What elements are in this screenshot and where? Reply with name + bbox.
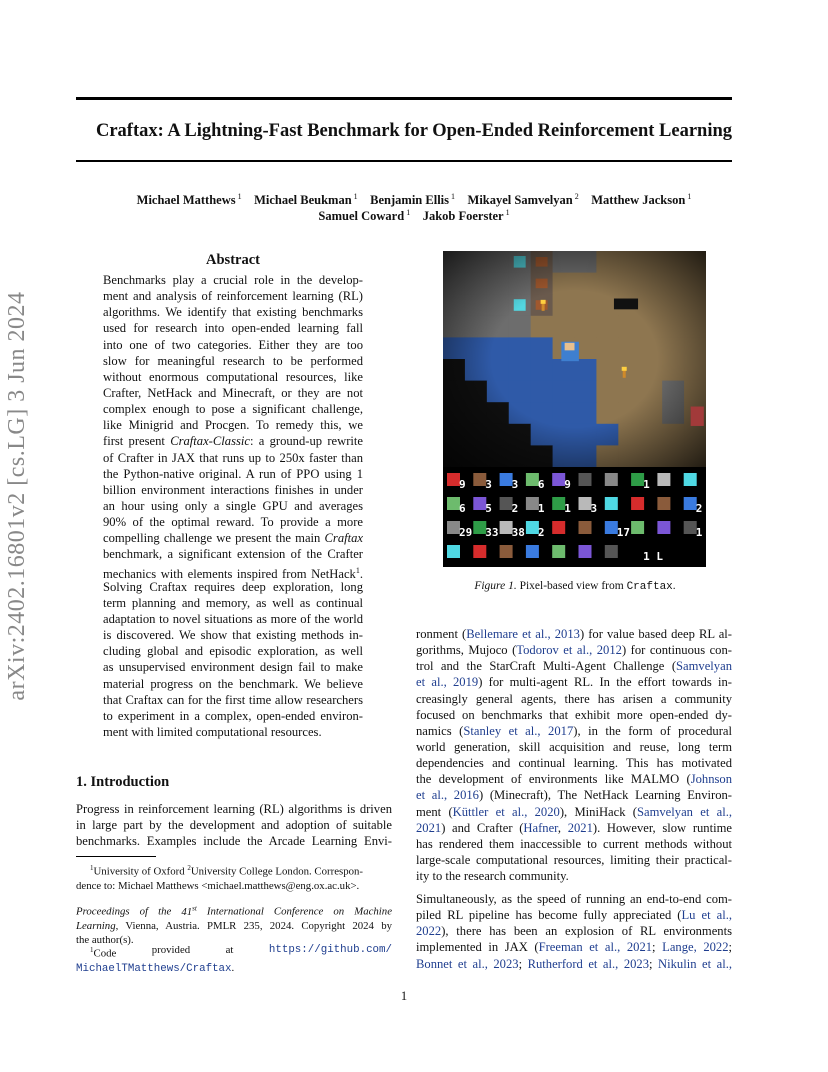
inventory-icon [552,545,565,558]
body-line: piled RL pipeline has become fully appreciated (Lu et al., [416,908,732,923]
abstract-line: ment and analysis of reinforcement learning (RL) [103,289,363,304]
inventory-count: 2 [511,502,519,515]
paper-title: Craftax: A Lightning-Fast Benchmark for Open-Ended Reinforcement Learning [95,121,733,141]
bat-mob [614,299,638,310]
citation-link[interactable]: Hafner [523,820,558,835]
abstract-line: complex enough to pose a significant challenge, [103,402,363,417]
citation-link[interactable]: Bonnet et al., 2023 [416,956,519,971]
inventory-count: 6 [459,502,466,515]
code-footnote: $^1$Code provided at https://github.com/ MichaelTMatthews/Craftax. [76,944,392,975]
inventory-icon [552,521,565,534]
author-name: Mikayel Samvelyan [467,193,573,208]
citation-link[interactable]: Rutherford et al., 2023 [527,956,650,971]
body-line: ment (Küttler et al., 2020), MiniHack (Samvelyan et al., [416,804,732,819]
author-affiliation-mark: 1 [235,192,242,201]
title-bottom-rule [76,160,732,162]
footnote-affiliations: $^1$University of Oxford $^2$University College London. Correspon- dence to: Michael Matthews <michael.matthews@eng.ox.ac.uk>. [76,864,363,892]
inventory-count: 3 [485,478,492,491]
abstract-line: adaptation to novel situations as more of the world [103,611,363,626]
author-line-1 [40,192,788,208]
inventory-icon [605,497,618,510]
citation-link[interactable]: Küttler et al., 2020 [452,804,560,819]
page-number: 1 [400,989,408,1003]
section-heading-introduction: 1. Introduction [76,774,170,790]
abstract-line: mechanics with elements inspired from NetHack$^1$. [103,565,363,581]
citation-link[interactable]: 2021 [567,820,593,835]
author-line-2 [40,208,788,224]
citation-link[interactable]: et al., 2019 [416,675,479,690]
intro-line: benchmarks. Examples include the Arcade Learning Envi- [76,834,392,849]
body-line: namics (Stanley et al., 2017), in the form of procedural [416,723,732,738]
citation-link[interactable]: Samvelyan [676,659,732,674]
torch-flame [622,367,627,371]
torch [542,303,545,311]
citation-link[interactable]: Stanley et al., 2017 [463,723,574,738]
inventory-count: 29 [459,526,473,539]
abstract-line: to experiment in a complex, open-ended environ- [103,708,363,723]
citation-link[interactable]: 2021 [416,820,442,835]
zombie-mob [691,407,704,426]
body-line: 2021) and Crafter (Hafner, 2021). However, slow runtime [416,820,732,835]
abstract-line: into one of two categories. Either they are too [103,337,363,352]
abstract-line: billion environment interactions finishes in under [103,482,363,497]
abstract-line: material progress on the benchmark. We believe [103,676,363,691]
inventory-count: 38 [511,526,525,539]
abstract-line: cluding global and episodic exploration, as well [103,644,363,659]
author-name: Matthew Jackson [591,193,686,208]
proceedings-note: Proceedings of the 41st International Conference on Machine Learning, Vienna, Austria. PMLR 235, 2024. Copyright 2024 by the author(s). [76,904,392,946]
citation-link[interactable]: Samvelyan et al., [637,804,732,819]
inventory-icon [579,473,592,486]
inventory-icon [605,545,618,558]
citation-link[interactable]: et al., 2016 [416,788,479,803]
citation-link[interactable]: Lange, 2022 [662,940,729,955]
inventory-count: 1 [695,526,703,539]
inventory-count: 5 [485,502,492,515]
body-line: gorithms, Mujoco (Todorov et al., 2012) for continuous con- [416,643,732,658]
inventory-icon [473,545,486,558]
inventory-icon [579,545,592,558]
body-line: implemented in JAX (Freeman et al., 2021; Lange, 2022; [416,940,733,955]
citation-link[interactable]: Johnson [690,772,732,787]
abstract-line: that Craftax can for the first time allow researchers [103,692,363,707]
abstract-line: is discovered. We show that existing methods in- [103,628,363,643]
author-name: Michael Beukman [254,193,352,208]
torch-flame [541,300,546,304]
player-head [565,343,575,351]
arxiv-stamp: arXiv:2402.16801v2 [cs.LG] 3 Jun 2024 [4,291,30,701]
intro-paragraph-right-2 [416,891,732,972]
body-line: Simultaneously, as the speed of running an end-to-end com- [416,892,732,906]
intro-line: in large part by the development and adoption of suitable [76,818,392,833]
craftax-pixel-view [443,251,706,567]
abstract-line: as unsupervised environment design fail to make [103,660,363,675]
abstract-line: without enormous computational resources, like [103,369,363,384]
intro-paragraph-left [76,801,392,849]
body-line: trol and the StarCraft Multi-Agent Challenge (Samvelyan [416,659,732,674]
abstract-line: benchmark, a significant extension of the Crafter [103,547,363,562]
author-affiliation-mark: 1 [503,208,510,217]
author-affiliation-mark: 1 [449,192,456,201]
inventory-count: 17 [616,526,631,539]
body-line: creasingly general agents, there has arisen a community [416,691,732,706]
abstract-line: ment with limited computational resources. [103,724,322,739]
body-line: dependencies and continual learning. This has motivated [416,756,732,771]
author-affiliation-mark: 1 [351,192,358,201]
citation-link[interactable]: Freeman et al., 2021 [538,940,653,955]
inventory-count: 33 [485,526,499,539]
abstract-line: Benchmarks play a crucial role in the develop- [103,273,363,287]
torch [623,370,626,378]
citation-link[interactable]: Nikulin et al., [658,956,732,971]
body-line: the development of environments like MALMO (Johnson [416,772,732,787]
inventory-icon [579,521,592,534]
inventory-icon [605,473,618,486]
author-name: Benjamin Ellis [370,193,450,208]
author-name: Michael Matthews [136,193,236,208]
inventory-count: 2 [695,502,703,515]
citation-link[interactable]: Lu et al., [681,908,732,923]
inventory-icon [657,521,670,534]
body-line: Bonnet et al., 2023; Rutherford et al., 2023; Nikulin et al., [416,956,732,971]
body-line: et al., 2019) for multi-agent RL. In the effort towards in- [416,675,732,690]
citation-link[interactable]: Bellemare et al., 2013 [466,627,580,641]
inventory-count: 6 [537,478,545,491]
body-line: large-scale computational resources, limiting their practical- [416,852,732,867]
abstract-line: term planning and memory, as well as continual [103,595,363,610]
inventory-icon [684,473,697,486]
inventory-count: 1 [537,502,545,515]
abstract-line: used for research into open-ended learning fall [103,321,363,336]
intro-line: Progress in reinforcement learning (RL) algorithms is driven [76,802,392,816]
figure-caption: Figure 1. Pixel-based view from Craftax. [474,580,676,593]
body-line: has rendered them inaccessible to current methods without [416,836,732,851]
inventory-icon [657,497,670,510]
body-line: world generation, skill acquisition and reuse, long term [416,739,732,754]
inventory-count: 1 [564,502,571,515]
inventory-count: 1 L [643,550,663,563]
code-link-continued[interactable]: MichaelTMatthews/Craftax [76,962,232,975]
author-name: Jakob Foerster [422,209,504,224]
author-affiliation-mark: 1 [404,208,411,217]
inventory-count: 3 [590,502,598,515]
abstract-line: first present Craftax-Classic: a ground-up rewrite [103,434,363,449]
abstract-line: Crafter, NetHack and Minecraft, or they are not [103,385,363,400]
inventory-icon [631,497,644,510]
inventory-count: 9 [564,478,571,491]
abstract-line: slow for meaningful research to be performed [103,353,363,368]
intro-paragraph-right-1 [416,626,732,884]
inventory-icon [657,473,670,486]
author-name: Samuel Coward [318,209,405,224]
inventory-count: 2 [537,526,545,539]
body-line: et al., 2016) (Minecraft), The NetHack Learning Environ- [416,788,732,803]
abstract-line: the Python-native original. A run of PPO using 1 [103,466,363,481]
abstract-line: compelling challenge we present the main Craftax [103,531,363,546]
inventory-icon [631,521,644,534]
author-affiliation-mark: 2 [572,192,579,201]
inventory-count: 1 [643,478,650,491]
abstract-line: algorithms. We identify that existing benchmarks [103,305,363,320]
citation-link[interactable]: 2022 [416,924,442,939]
inventory-count: 3 [511,478,519,491]
inventory-count: 9 [459,478,466,491]
abstract-line: like Minigrid and Procgen. To remedy this, we [103,418,363,433]
abstract-heading: Abstract [206,252,260,268]
abstract-line: an hour using only a single GPU and averages [103,498,363,513]
body-line: 2022), there has been an explosion of RL environments [416,924,732,939]
author-affiliation-mark: 1 [685,192,692,201]
abstract-line: of Crafter in JAX that runs up to 250x faster than [103,450,363,465]
abstract-body [103,272,363,740]
abstract-line: 90% of the optimal reward. To provide a more [103,515,363,530]
citation-link[interactable]: Todorov et al., 2012 [516,643,622,658]
code-link[interactable]: https://github.com/ [268,944,392,956]
body-line: focused on benchmarks that exhibit more open-ended dy- [416,707,732,722]
title-top-rule [76,97,732,100]
abstract-line: Solving Craftax requires deep exploration, long [103,579,363,594]
inventory-icon [447,545,460,558]
inventory-icon [526,545,539,558]
body-line: ity to the research community. [416,869,569,884]
body-line: ronment (Bellemare et al., 2013) for value based deep RL al- [416,627,733,641]
inventory-icon [500,545,513,558]
footnote-separator [76,856,156,857]
